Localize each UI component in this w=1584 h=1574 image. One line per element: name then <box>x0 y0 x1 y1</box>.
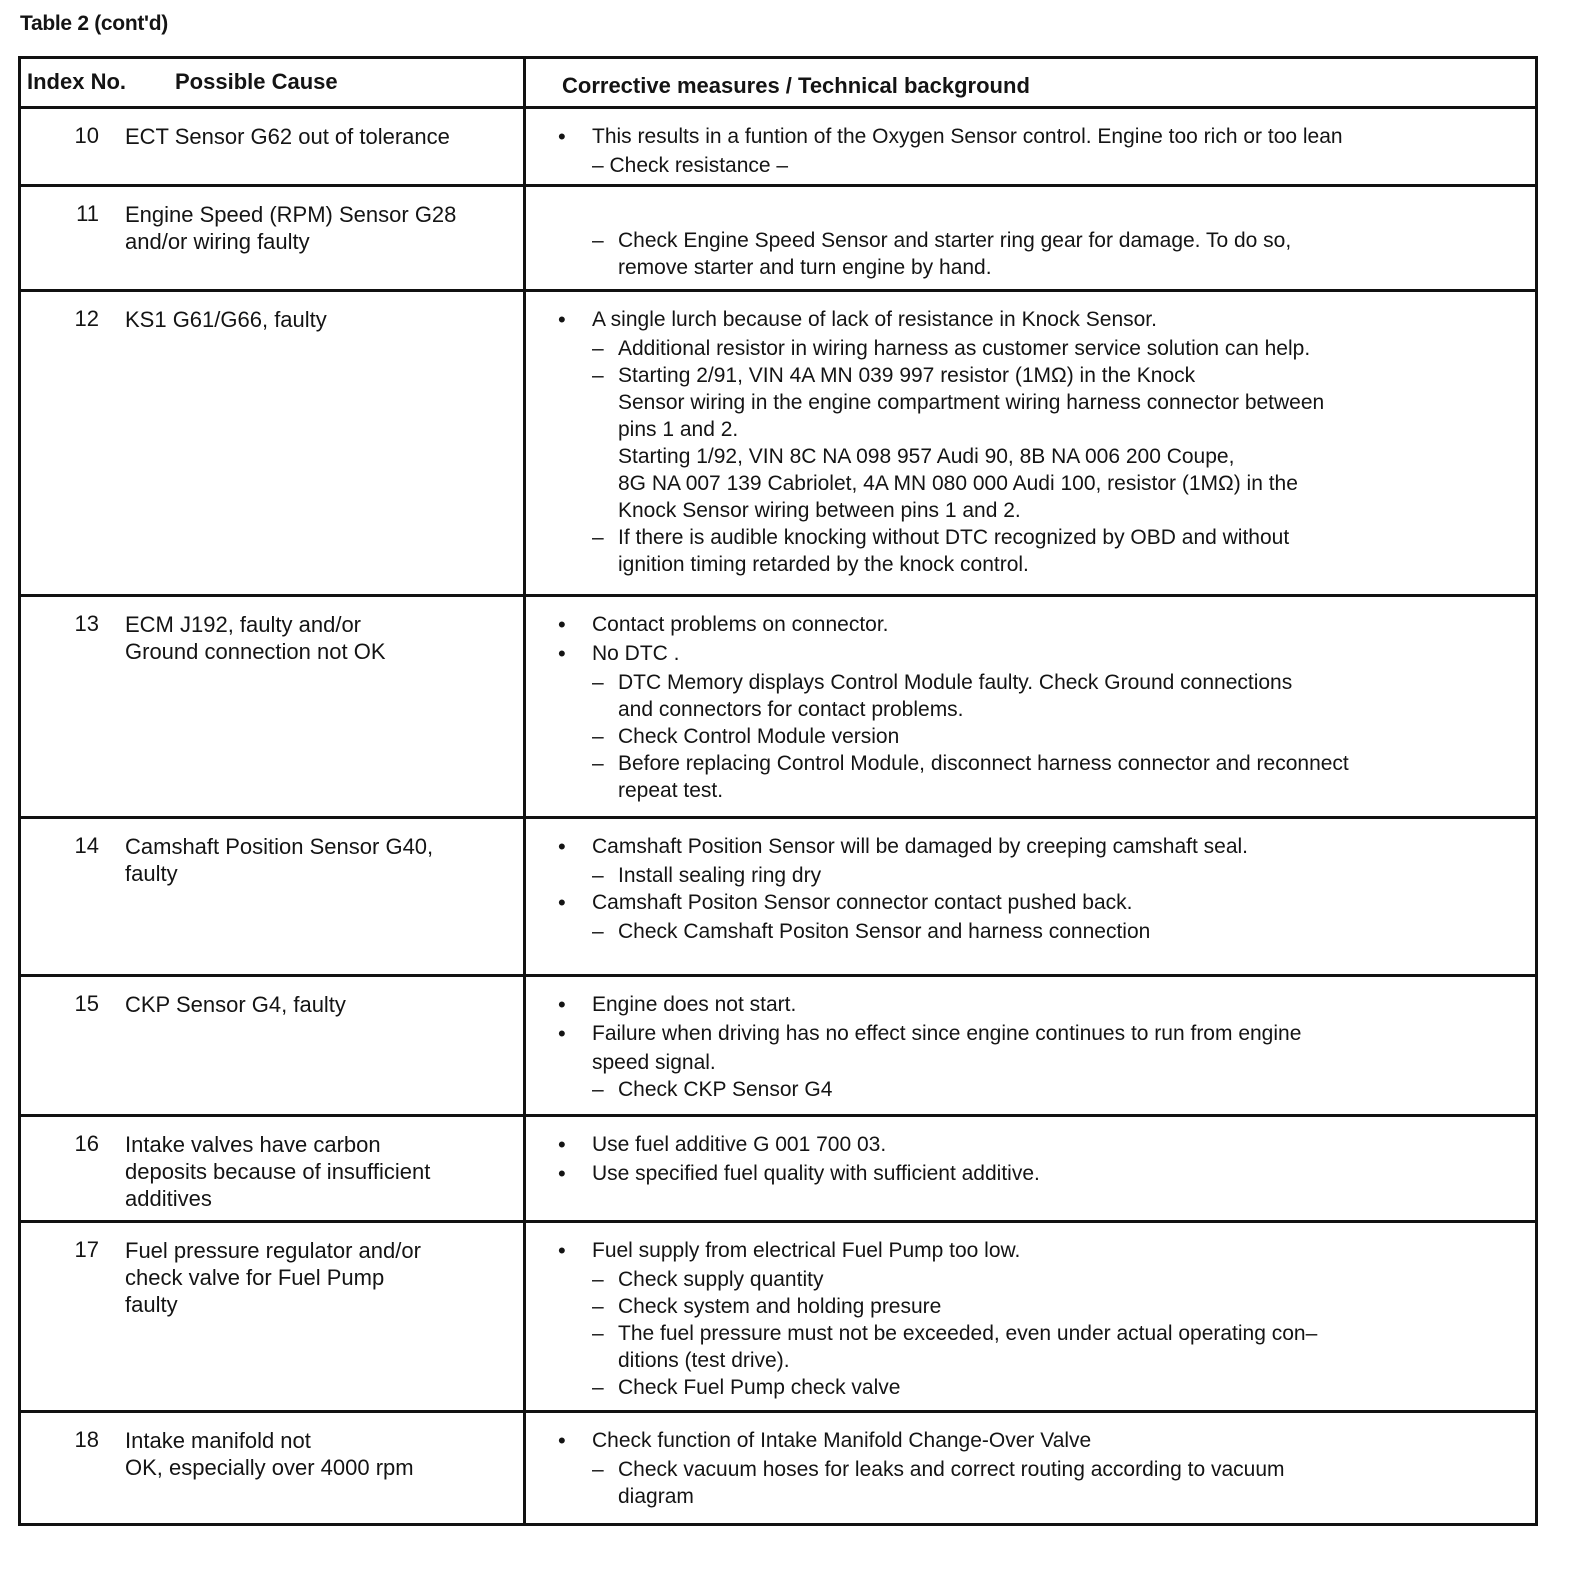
index-number: 16 <box>74 1131 99 1156</box>
corrective-cell <box>526 109 1535 184</box>
dash-item: – Before replacing Control Module, disconnect harness connector and reconnect <box>556 750 1523 777</box>
dash-item: – Additional resistor in wiring harness as customer service solution can help. <box>556 335 1523 362</box>
bullet-item: • Contact problems on connector. <box>556 611 1523 638</box>
cause-cell <box>21 819 526 974</box>
table-row <box>21 1117 1535 1223</box>
index-number: 15 <box>74 991 99 1016</box>
dash-item: – Check Engine Speed Sensor and starter ring gear for damage. To do so, <box>556 227 1523 254</box>
text-line: – Check resistance – <box>592 154 789 177</box>
corrective-cell <box>526 292 1535 594</box>
possible-cause: ECT Sensor G62 out of tolerance <box>125 124 450 149</box>
possible-cause: Intake manifold not OK, especially over 4000 rpm <box>125 1428 414 1480</box>
cause-cell <box>21 597 526 816</box>
text-line: ditions (test drive). <box>618 1349 790 1372</box>
text-line: ignition timing retarded by the knock control. <box>618 553 1029 576</box>
index-number: 11 <box>76 201 99 226</box>
table-row <box>21 292 1535 597</box>
index-number: 13 <box>74 611 99 636</box>
possible-cause: Fuel pressure regulator and/or check valve for Fuel Pump faulty <box>125 1238 421 1317</box>
text-line: speed signal. <box>592 1051 716 1074</box>
possible-cause: CKP Sensor G4, faulty <box>125 992 346 1017</box>
corrective-cell <box>526 977 1535 1114</box>
text-line: Knock Sensor wiring between pins 1 and 2. <box>618 499 1021 522</box>
possible-cause: KS1 G61/G66, faulty <box>125 307 327 332</box>
dash-item: – Check Camshaft Positon Sensor and harness connection <box>556 918 1523 945</box>
index-number: 14 <box>74 833 99 858</box>
possible-cause: ECM J192, faulty and/or Ground connection not OK <box>125 612 386 664</box>
dash-item: – Starting 2/91, VIN 4A MN 039 997 resistor (1MΩ) in the Knock <box>556 362 1523 389</box>
text-line: Sensor wiring in the engine compartment wiring harness connector between <box>618 391 1325 414</box>
possible-cause: Intake valves have carbon deposits because of insufficient additives <box>125 1132 431 1211</box>
header-index-no: Index No. <box>27 69 127 94</box>
index-number: 12 <box>74 306 99 331</box>
table-row <box>21 819 1535 977</box>
corrective-cell <box>526 1413 1535 1523</box>
cause-cell <box>21 1117 526 1220</box>
dash-item: – Check Control Module version <box>556 723 1523 750</box>
bullet-item: • Engine does not start. <box>556 991 1523 1018</box>
table-row <box>21 109 1535 187</box>
table-row <box>21 977 1535 1117</box>
text-line: pins 1 and 2. <box>618 418 739 441</box>
dash-item: – Check Fuel Pump check valve <box>556 1374 1523 1401</box>
bullet-item: • Check function of Intake Manifold Change-Over Valve <box>556 1427 1523 1454</box>
header-possible-cause: Possible Cause <box>175 69 338 94</box>
table-body <box>21 109 1535 1523</box>
cause-cell <box>21 1413 526 1523</box>
index-number: 18 <box>74 1427 99 1452</box>
table-row <box>21 1223 1535 1413</box>
bullet-item: • Camshaft Positon Sensor connector contact pushed back. <box>556 889 1523 916</box>
cause-cell <box>21 1223 526 1410</box>
bullet-item: • Camshaft Position Sensor will be damaged by creeping camshaft seal. <box>556 833 1523 860</box>
corrective-cell <box>526 1223 1535 1410</box>
cause-cell <box>21 292 526 594</box>
dash-item: – Check CKP Sensor G4 <box>556 1076 1523 1103</box>
text-line: diagram <box>618 1485 694 1508</box>
bullet-item: • This results in a funtion of the Oxygen Sensor control. Engine too rich or too lean <box>556 123 1523 150</box>
cause-cell <box>21 187 526 289</box>
possible-cause: Camshaft Position Sensor G40, faulty <box>125 834 434 886</box>
bullet-item: • Failure when driving has no effect since engine continues to run from engine <box>556 1020 1523 1047</box>
dash-item: – Check supply quantity <box>556 1266 1523 1293</box>
text-line: repeat test. <box>618 779 724 802</box>
page-title: Table 2 (cont'd) <box>20 12 168 35</box>
text-line: and connectors for contact problems. <box>618 698 964 721</box>
bullet-item: • No DTC . <box>556 640 1523 667</box>
index-number: 17 <box>74 1237 99 1262</box>
text-line: Starting 1/92, VIN 8C NA 098 957 Audi 90, 8B NA 006 200 Coupe, <box>618 445 1235 468</box>
text-line: remove starter and turn engine by hand. <box>618 256 992 279</box>
corrective-cell <box>526 597 1535 816</box>
table-row <box>21 1413 1535 1523</box>
cause-cell <box>21 977 526 1114</box>
dash-item: – Install sealing ring dry <box>556 862 1523 889</box>
bullet-item: • A single lurch because of lack of resistance in Knock Sensor. <box>556 306 1523 333</box>
text-line: 8G NA 007 139 Cabriolet, 4A MN 080 000 Audi 100, resistor (1MΩ) in the <box>618 472 1298 495</box>
bullet-item: • Fuel supply from electrical Fuel Pump too low. <box>556 1237 1523 1264</box>
dash-item: – Check system and holding presure <box>556 1293 1523 1320</box>
bullet-item: • Use specified fuel quality with sufficient additive. <box>556 1160 1523 1187</box>
dash-item: – If there is audible knocking without DTC recognized by OBD and without <box>556 524 1523 551</box>
possible-cause: Engine Speed (RPM) Sensor G28 and/or wiring faulty <box>125 202 457 254</box>
dash-item: – DTC Memory displays Control Module faulty. Check Ground connections <box>556 669 1523 696</box>
bullet-item: • Use fuel additive G 001 700 03. <box>556 1131 1523 1158</box>
corrective-cell <box>526 1117 1535 1220</box>
corrective-cell <box>526 819 1535 974</box>
cause-cell <box>21 109 526 184</box>
index-number: 10 <box>74 123 99 148</box>
header-left <box>21 59 526 106</box>
dash-item: – Check vacuum hoses for leaks and correct routing according to vacuum <box>556 1456 1523 1483</box>
dash-item: – The fuel pressure must not be exceeded, even under actual operating con– <box>556 1320 1523 1347</box>
table-header <box>21 59 1535 109</box>
header-corrective: Corrective measures / Technical background <box>562 73 1030 98</box>
table-row <box>21 597 1535 819</box>
fault-table <box>18 56 1538 1526</box>
corrective-cell <box>526 187 1535 289</box>
table-row <box>21 187 1535 292</box>
